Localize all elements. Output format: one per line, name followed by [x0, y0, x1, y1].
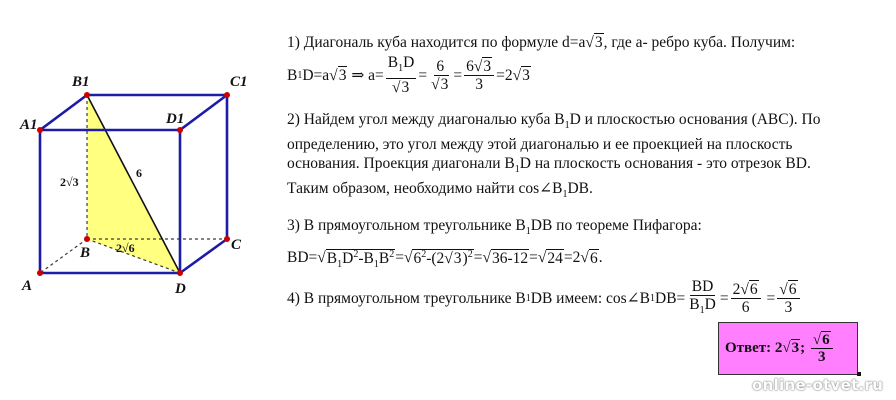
s4-sub2: 1	[650, 293, 656, 305]
s2-l3sub: 1	[514, 164, 520, 176]
fr1-num: B	[387, 54, 399, 72]
fraction-6-sqrt3: $\frac{6}{√3}$	[431, 57, 449, 93]
fraction-6sqrt3-3: $\frac{6√3}{3}$	[464, 58, 494, 93]
p7-sup: 2	[421, 248, 427, 260]
p2: B	[326, 249, 338, 267]
answer-label: Ответ: 2	[725, 340, 783, 356]
vertex-label-a: A	[22, 278, 33, 294]
s4-a: 4) В прямоугольном треугольнике B	[287, 290, 526, 308]
s2-l4b: DB.	[567, 180, 593, 198]
s4-fr1-den-b: D	[704, 296, 716, 314]
s2-l3b: D на плоскость основания - это отрезок BD.	[519, 155, 811, 173]
f1-sub: 1	[297, 69, 303, 81]
fr3-num-a: 6	[466, 57, 474, 75]
p11: 36-12	[491, 249, 529, 267]
step1-text-a: 1) Диагональ куба находится по формуле d=a	[287, 34, 586, 51]
p13: 24	[547, 249, 563, 267]
s4-fr3-num-rad: 6	[788, 281, 797, 299]
s2-l1sub: 1	[564, 120, 570, 132]
p7: 6	[413, 249, 422, 267]
s2-l2: определению, это угол между этой диагональю и ее проекцией на плоскость	[287, 136, 793, 154]
p5: B	[378, 249, 390, 267]
vertex-label-c1: C1	[230, 74, 248, 90]
p9: )	[462, 249, 468, 267]
fraction-b1d-sqrt3: $\frac{B_1D}{√3}$	[387, 54, 415, 96]
s4-fr2-den: 6	[741, 299, 750, 317]
step1-formula	[287, 52, 892, 98]
s4-fr3-den: 3	[784, 299, 793, 317]
s2-l3a: основания. Проекция диагонали B	[287, 155, 515, 173]
pythagoras-formula: $BD=√B_1D^2-B_1B^2=√6^2-(2√3)^2=√36-12=√24=2√6$.	[287, 248, 603, 270]
step1-rad: 3	[594, 34, 603, 51]
s4-fr2-num-rad: 6	[749, 281, 758, 299]
answer-rad: 3	[791, 340, 800, 356]
s4-b: DB имеем: cos∠B	[530, 290, 651, 308]
vertex-label-b: B	[80, 245, 91, 261]
fr2-num: 6	[436, 57, 445, 75]
p3: D	[342, 249, 354, 267]
vertex-label-d: D	[175, 281, 186, 297]
p8: -(2	[426, 249, 445, 267]
fraction-bd-b1d	[687, 278, 718, 319]
sqrt-3c: √3	[512, 66, 530, 84]
answer-sqrt3: √3	[782, 340, 800, 356]
result-a: =2	[496, 66, 513, 84]
base-diagonal-label: 2√6	[116, 241, 135, 255]
fr1-den: 3	[401, 78, 410, 96]
s2-l4a: Таким образом, необходимо найти cos∠B	[287, 180, 563, 198]
answer-sep: ;	[800, 340, 806, 356]
f2: D=a	[302, 66, 330, 84]
step2-paragraph	[287, 110, 892, 204]
s4-sub: 1	[525, 293, 531, 305]
s2-l1a: 2) Найдем угол между диагональю куба B	[287, 111, 565, 128]
fr1-num-b: D	[403, 54, 415, 72]
s4-fr1-num: BD	[691, 278, 714, 296]
s4-fr1-den-sub: 1	[699, 305, 705, 317]
s4-fr1-den: B	[689, 296, 700, 314]
vertex-label-c: C	[231, 237, 242, 253]
p2-sub: 1	[337, 258, 343, 270]
f3: 3	[338, 66, 347, 84]
fraction-sqrt6-3: $\frac{√6}{3}$	[777, 281, 799, 316]
answer-box	[718, 322, 858, 375]
eq2: =	[453, 66, 463, 84]
s3-l1a: 3) В прямоугольном треугольнике B	[287, 217, 526, 235]
f4: ⇒ a=	[351, 66, 384, 84]
p5-sup: 2	[389, 248, 395, 260]
s3-l1sub: 1	[525, 226, 531, 238]
fr3-num-rad: 3	[483, 57, 492, 75]
vertex-label-d1: D1	[166, 111, 185, 127]
diagonal-length-label: 6	[136, 166, 142, 180]
fr2-den: 3	[440, 75, 449, 93]
s3-l1b: DB по теореме Пифагора:	[530, 217, 702, 235]
s4-eq1: =	[719, 290, 729, 308]
fr3-den: 3	[475, 75, 483, 93]
f1: B	[287, 66, 298, 84]
p14: =2	[563, 249, 581, 267]
s2-l4sub: 1	[562, 189, 568, 201]
p1: BD=	[287, 249, 318, 267]
p4-sub: 1	[373, 258, 379, 270]
watermark: online-otvet.ru	[752, 376, 884, 394]
solution-text	[287, 33, 892, 322]
cube-figure	[0, 0, 280, 300]
step3-paragraph	[287, 216, 892, 273]
step1-line	[287, 33, 892, 52]
sqrt-3: √3	[585, 34, 603, 51]
result-rad: 3	[522, 66, 530, 84]
p6: =	[395, 249, 404, 267]
step4-formula	[287, 276, 892, 322]
p12: =	[529, 249, 538, 267]
p8-rad: 3	[453, 249, 462, 267]
p15: 6	[589, 249, 598, 267]
eq1: =	[418, 66, 428, 84]
answer-fraction: $\frac{√6}{3}$	[811, 332, 833, 365]
s4-c: DB=	[655, 290, 686, 308]
edge-length-label: 2√3	[60, 175, 79, 189]
s4-eq2: =	[766, 290, 776, 308]
fr1-num-sub: 1	[398, 63, 404, 75]
fraction-2sqrt6-6: $\frac{2√6}{6}$	[731, 281, 761, 316]
p10: =	[473, 249, 483, 267]
p9-sup: 2	[467, 248, 473, 260]
s4-fr2-num-a: 2	[732, 281, 741, 299]
vertex-label-b1: B1	[72, 74, 90, 90]
p16: .	[598, 249, 603, 267]
p3-sup: 2	[353, 248, 359, 260]
answer-frac-num: 6	[822, 332, 830, 348]
sqrt-3b: √3	[329, 66, 347, 84]
step1-text-b: , где а- ребро куба. Получим:	[603, 34, 796, 51]
vertex-label-a1: A1	[20, 117, 38, 133]
p4: -B	[358, 249, 374, 267]
s2-l1b: D и плоскостью основания (ABC). По	[569, 111, 821, 128]
answer-frac-den: 3	[818, 349, 826, 365]
